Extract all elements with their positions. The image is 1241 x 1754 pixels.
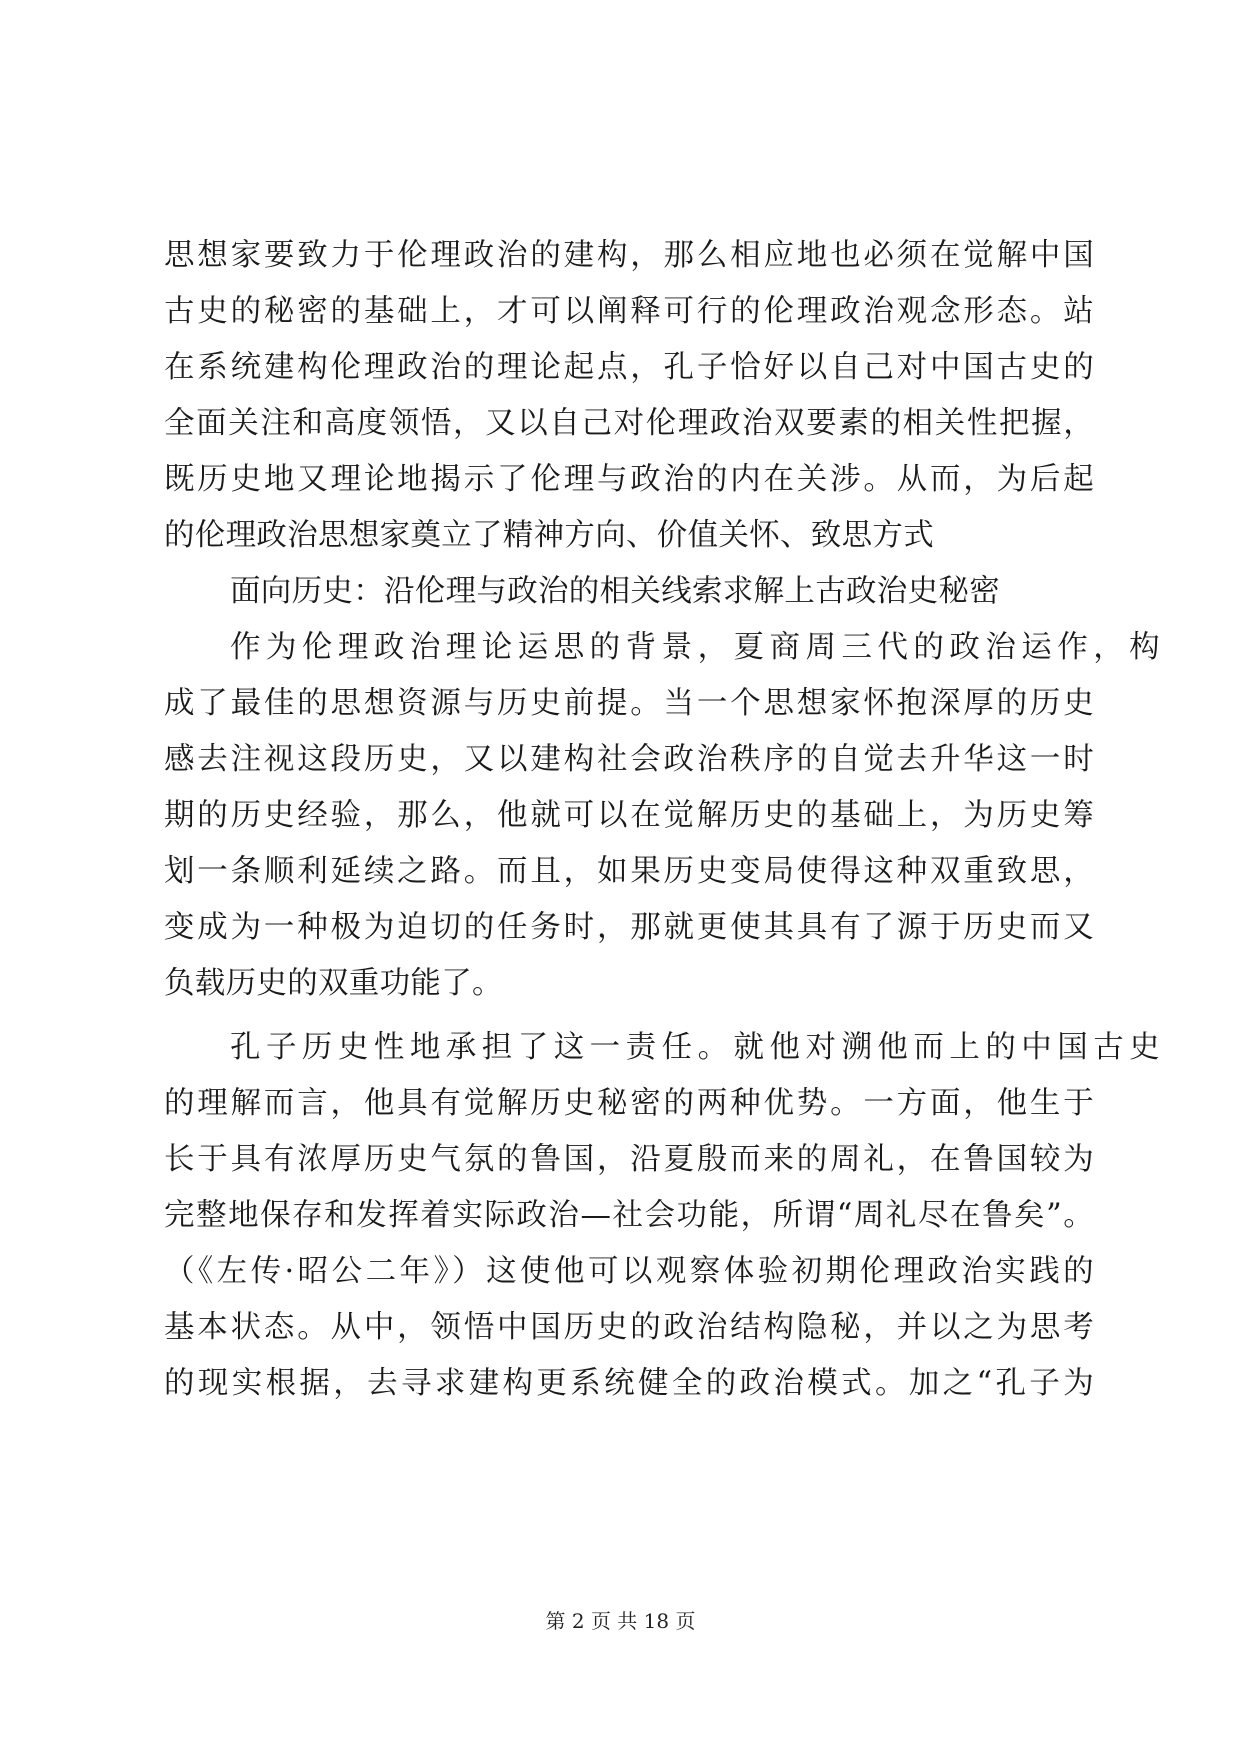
text-line: （《左传·昭公二年》）这使他可以观察体验初期伦理政治实践的: [164, 1254, 1094, 1289]
text-line: 感去注视这段历史，又以建构社会政治秩序的自觉去升华这一时: [164, 742, 1094, 777]
text-line: 古史的秘密的基础上，才可以阐释可行的伦理政治观念形态。站: [164, 294, 1094, 329]
text-line: 的理解而言，他具有觉解历史秘密的两种优势。一方面，他生于: [164, 1086, 1094, 1121]
page-number: 第 2 页 共 18 页: [545, 1609, 696, 1633]
text-line: 负载历史的双重功能了。: [164, 966, 503, 1001]
text-line: 在系统建构伦理政治的理论起点，孔子恰好以自己对中国古史的: [164, 350, 1094, 385]
text-line: 划一条顺利延续之路。而且，如果历史变局使得这种双重致思，: [164, 854, 1094, 889]
text-line: 完整地保存和发挥着实际政治—社会功能，所谓“周礼尽在鲁矣”。: [164, 1198, 1094, 1233]
text-line: 的现实根据，去寻求建构更系统健全的政治模式。加之“孔子为: [164, 1366, 1094, 1401]
text-line: 期的历史经验，那么，他就可以在觉解历史的基础上，为历史筹: [164, 798, 1094, 833]
text-line: 的伦理政治思想家奠立了精神方向、价值关怀、致思方式: [164, 518, 934, 553]
section-heading: 面向历史：沿伦理与政治的相关线索求解上古政治史秘密: [230, 574, 1000, 609]
text-line: 既历史地又理论地揭示了伦理与政治的内在关涉。从而，为后起: [164, 462, 1094, 497]
text-line: 孔子历史性地承担了这一责任。就他对溯他而上的中国古史: [230, 1030, 1160, 1065]
text-line: 思想家要致力于伦理政治的建构，那么相应地也必须在觉解中国: [164, 238, 1094, 273]
page-footer: [0, 1606, 1241, 1636]
text-line: 作为伦理政治理论运思的背景，夏商周三代的政治运作，构: [230, 630, 1160, 665]
text-line: 变成为一种极为迫切的任务时，那就更使其具有了源于历史而又: [164, 910, 1094, 945]
text-line: 成了最佳的思想资源与历史前提。当一个思想家怀抱深厚的历史: [164, 686, 1094, 721]
text-line: 全面关注和高度领悟，又以自己对伦理政治双要素的相关性把握，: [164, 406, 1094, 441]
text-line: 长于具有浓厚历史气氛的鲁国，沿夏殷而来的周礼，在鲁国较为: [164, 1142, 1094, 1177]
text-line: 基本状态。从中，领悟中国历史的政治结构隐秘，并以之为思考: [164, 1310, 1094, 1345]
